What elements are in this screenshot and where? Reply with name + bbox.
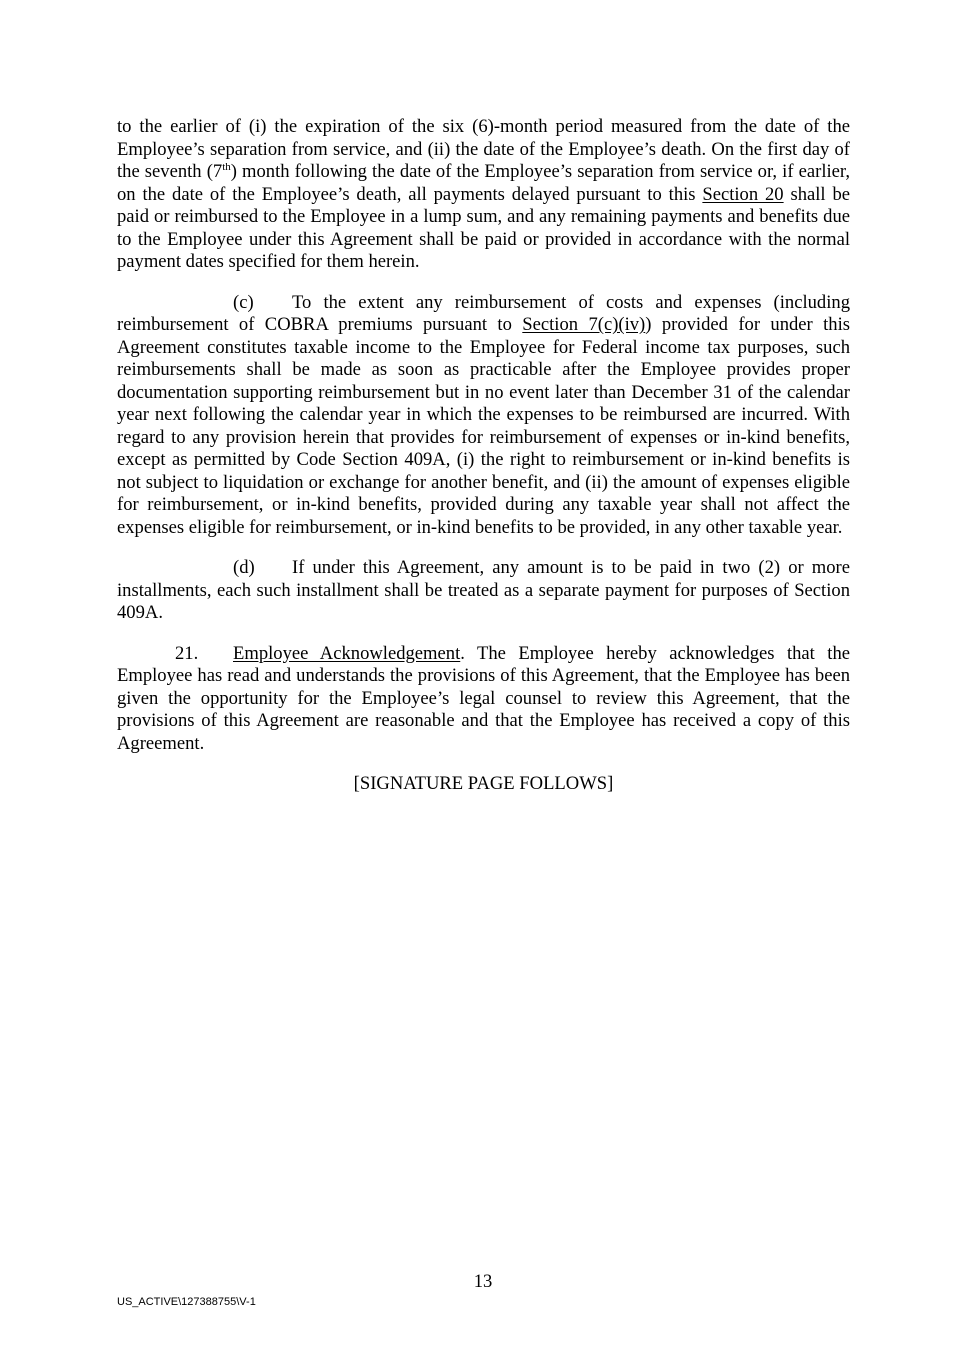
paragraph-b-text-1: to the earlier of (i) the expiration of the six (6)-month period measured from the date of the Employee’s separation from service, and (ii) the date of the Employee’s death. On the first day of the seventh (7 [117,116,850,182]
paragraph-c-text-2: ) provided for under this Agreement constitutes taxable income to the Employee for Federal income tax purposes, such reimbursements shall be made as soon as practicable after the Employee provides proper documentation supporting reimbursement but in no event later than December 31 of the calendar year next following the calendar year in which the expenses to be reimbursed are incurred. With regard to any provision herein that provides for reimbursement of expenses or in-kind benefits, except as permitted by Code Section 409A, (i) the right to reimbursement or in-kind benefits is not subject to liquidation or exchange for another benefit, and (ii) the amount of expenses eligible for reimbursement, or in-kind benefits, provided during any taxable year shall not affect the expenses eligible for reimbursement, or in-kind benefits to be provided, in any other taxable year. [117,314,850,538]
ordinal-superscript: th [222,160,231,173]
section-7civ-reference: Section 7(c)(iv) [522,314,646,335]
paragraph-d-text: If under this Agreement, any amount is to be paid in two (2) or more installments, each such installment shall be treated as a separate payment for purposes of Section 409A. [117,557,850,623]
paragraph-b-text-3: shall be paid or reimbursed to the Employee in a lump sum, and any remaining payments and benefits due to the Employee under this Agreement shall be paid or provided in accordance with the normal payment dates specified for them herein. [117,183,850,272]
paragraph-c-label: (c) [233,291,254,313]
paragraph-d [117,557,850,625]
section-20-reference: Section 20 [702,183,784,205]
section-21-heading: Employee Acknowledgement [233,642,461,664]
paragraph-d-label: (d) [233,557,255,578]
document-id: US_ACTIVE\127388755\V-1 [117,1296,256,1308]
document-body [117,116,850,814]
section-21 [117,643,850,756]
signature-page-notice: [SIGNATURE PAGE FOLLOWS] [353,773,614,794]
paragraph-b-text-2: ) month following the date of the Employee’s separation from service or, if earlier, on the date of the Employee’s death, all payments delayed pursuant to this [117,161,850,205]
page-number: 13 [473,1271,493,1292]
section-21-number: 21. [175,642,199,664]
paragraph-b-continuation [117,116,850,274]
paragraph-c [117,292,850,540]
paragraph-c-text-1: To the extent any reimbursement of costs and expenses (including reimbursement of COBRA premiums pursuant to [117,291,850,335]
section-21-text: . The Employee hereby acknowledges that the Employee has read and understands the provisions of this Agreement, that the Employee has been given the opportunity for the Employee’s legal counsel to review this Agreement, that the provisions of this Agreement are reasonable and that the Employee has received a copy of this Agreement. [117,642,850,754]
